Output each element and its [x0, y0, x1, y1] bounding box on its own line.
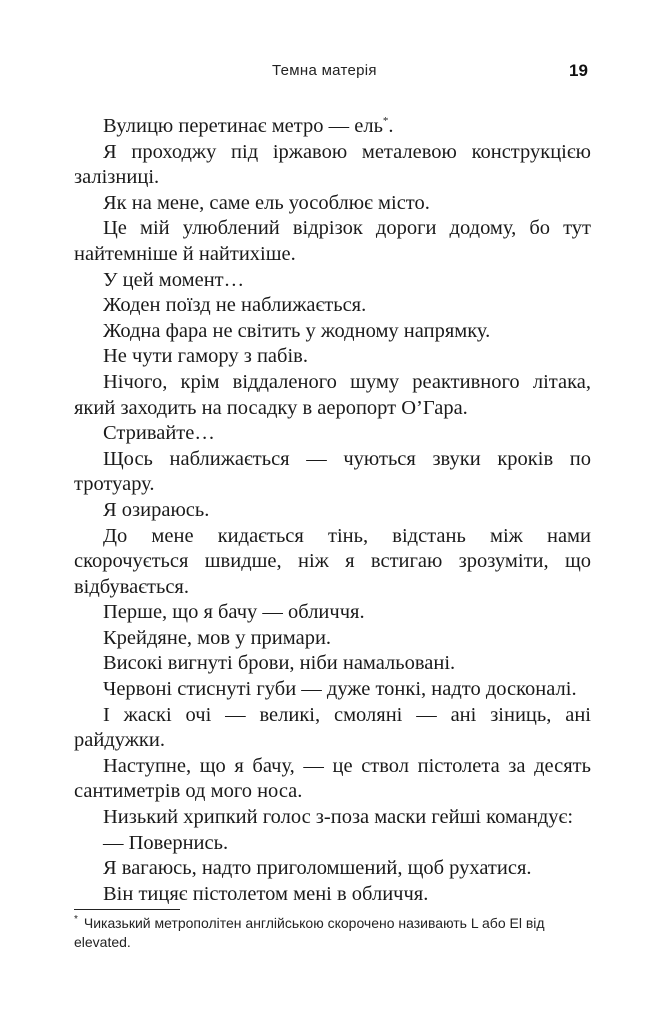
- paragraph-punctuation: .: [388, 115, 394, 137]
- paragraph: Я озираюсь.: [103, 498, 210, 521]
- paragraph: Це мій улюблений відрізок дороги додому, бо тут найтемніше й найтихіше.: [74, 217, 591, 265]
- body-text: [74, 114, 591, 907]
- paragraph-text: Вулицю перетинає метро — ель: [103, 115, 383, 137]
- running-header: [0, 62, 665, 86]
- page-number: 19: [569, 61, 588, 80]
- paragraph: Я вагаюсь, надто приголомшений, щоб рухатися.: [103, 857, 532, 880]
- paragraph: Не чути гамору з пабів.: [103, 345, 308, 368]
- paragraph: Високі вигнуті брови, ніби намальовані.: [103, 652, 456, 675]
- paragraph: Він тицяє пістолетом мені в обличчя.: [103, 882, 429, 905]
- paragraph: Жодна фара не світить у жодному напрямку.: [103, 319, 491, 342]
- paragraph: Перше, що я бачу — обличчя.: [103, 601, 365, 624]
- footnote-divider: [74, 909, 180, 910]
- paragraph: Нічого, крім віддаленого шуму реактивного літака, який заходить на посадку в аеропорт О’Гара.: [74, 370, 591, 419]
- paragraph: Щось наближається — чуються звуки кроків по тротуару.: [74, 447, 591, 496]
- paragraph: Низький хрипкий голос з-поза маски гейші командує:: [103, 806, 574, 829]
- paragraph: Жоден поїзд не наближається.: [103, 294, 367, 317]
- paragraph: — Повернись.: [103, 831, 229, 854]
- paragraph: У цей момент…: [103, 268, 245, 291]
- paragraph: До мене кидається тінь, відстань між нами скорочується швидше, ніж я встигаю зрозуміти, що відбувається.: [74, 524, 591, 598]
- paragraph: І жаскі очі — великі, смоляні — ані зіниць, ані райдужки.: [74, 703, 591, 752]
- footnote-reference[interactable]: *: [382, 115, 389, 128]
- paragraph: Наступне, що я бачу, — це ствол пістолета за десять сантиметрів од мого носа.: [74, 754, 591, 803]
- paragraph: Я проходжу під іржавою металевою конструкцією залізниці.: [74, 140, 591, 189]
- paragraph: [74, 114, 591, 140]
- running-title: Темна матерія: [272, 62, 377, 79]
- footnote-marker: *: [74, 914, 78, 926]
- paragraph: Як на мене, саме ель уособлює місто.: [103, 191, 430, 214]
- paragraph: Крейдяне, мов у примари.: [103, 626, 332, 649]
- paragraph: Червоні стиснуті губи — дуже тонкі, надто досконалі.: [103, 678, 577, 701]
- footnote-text: Чиказький метрополітен англійською скорочено називають L або El від elevated.: [74, 915, 545, 950]
- footnote: [74, 914, 591, 952]
- paragraph: Стривайте…: [103, 422, 215, 445]
